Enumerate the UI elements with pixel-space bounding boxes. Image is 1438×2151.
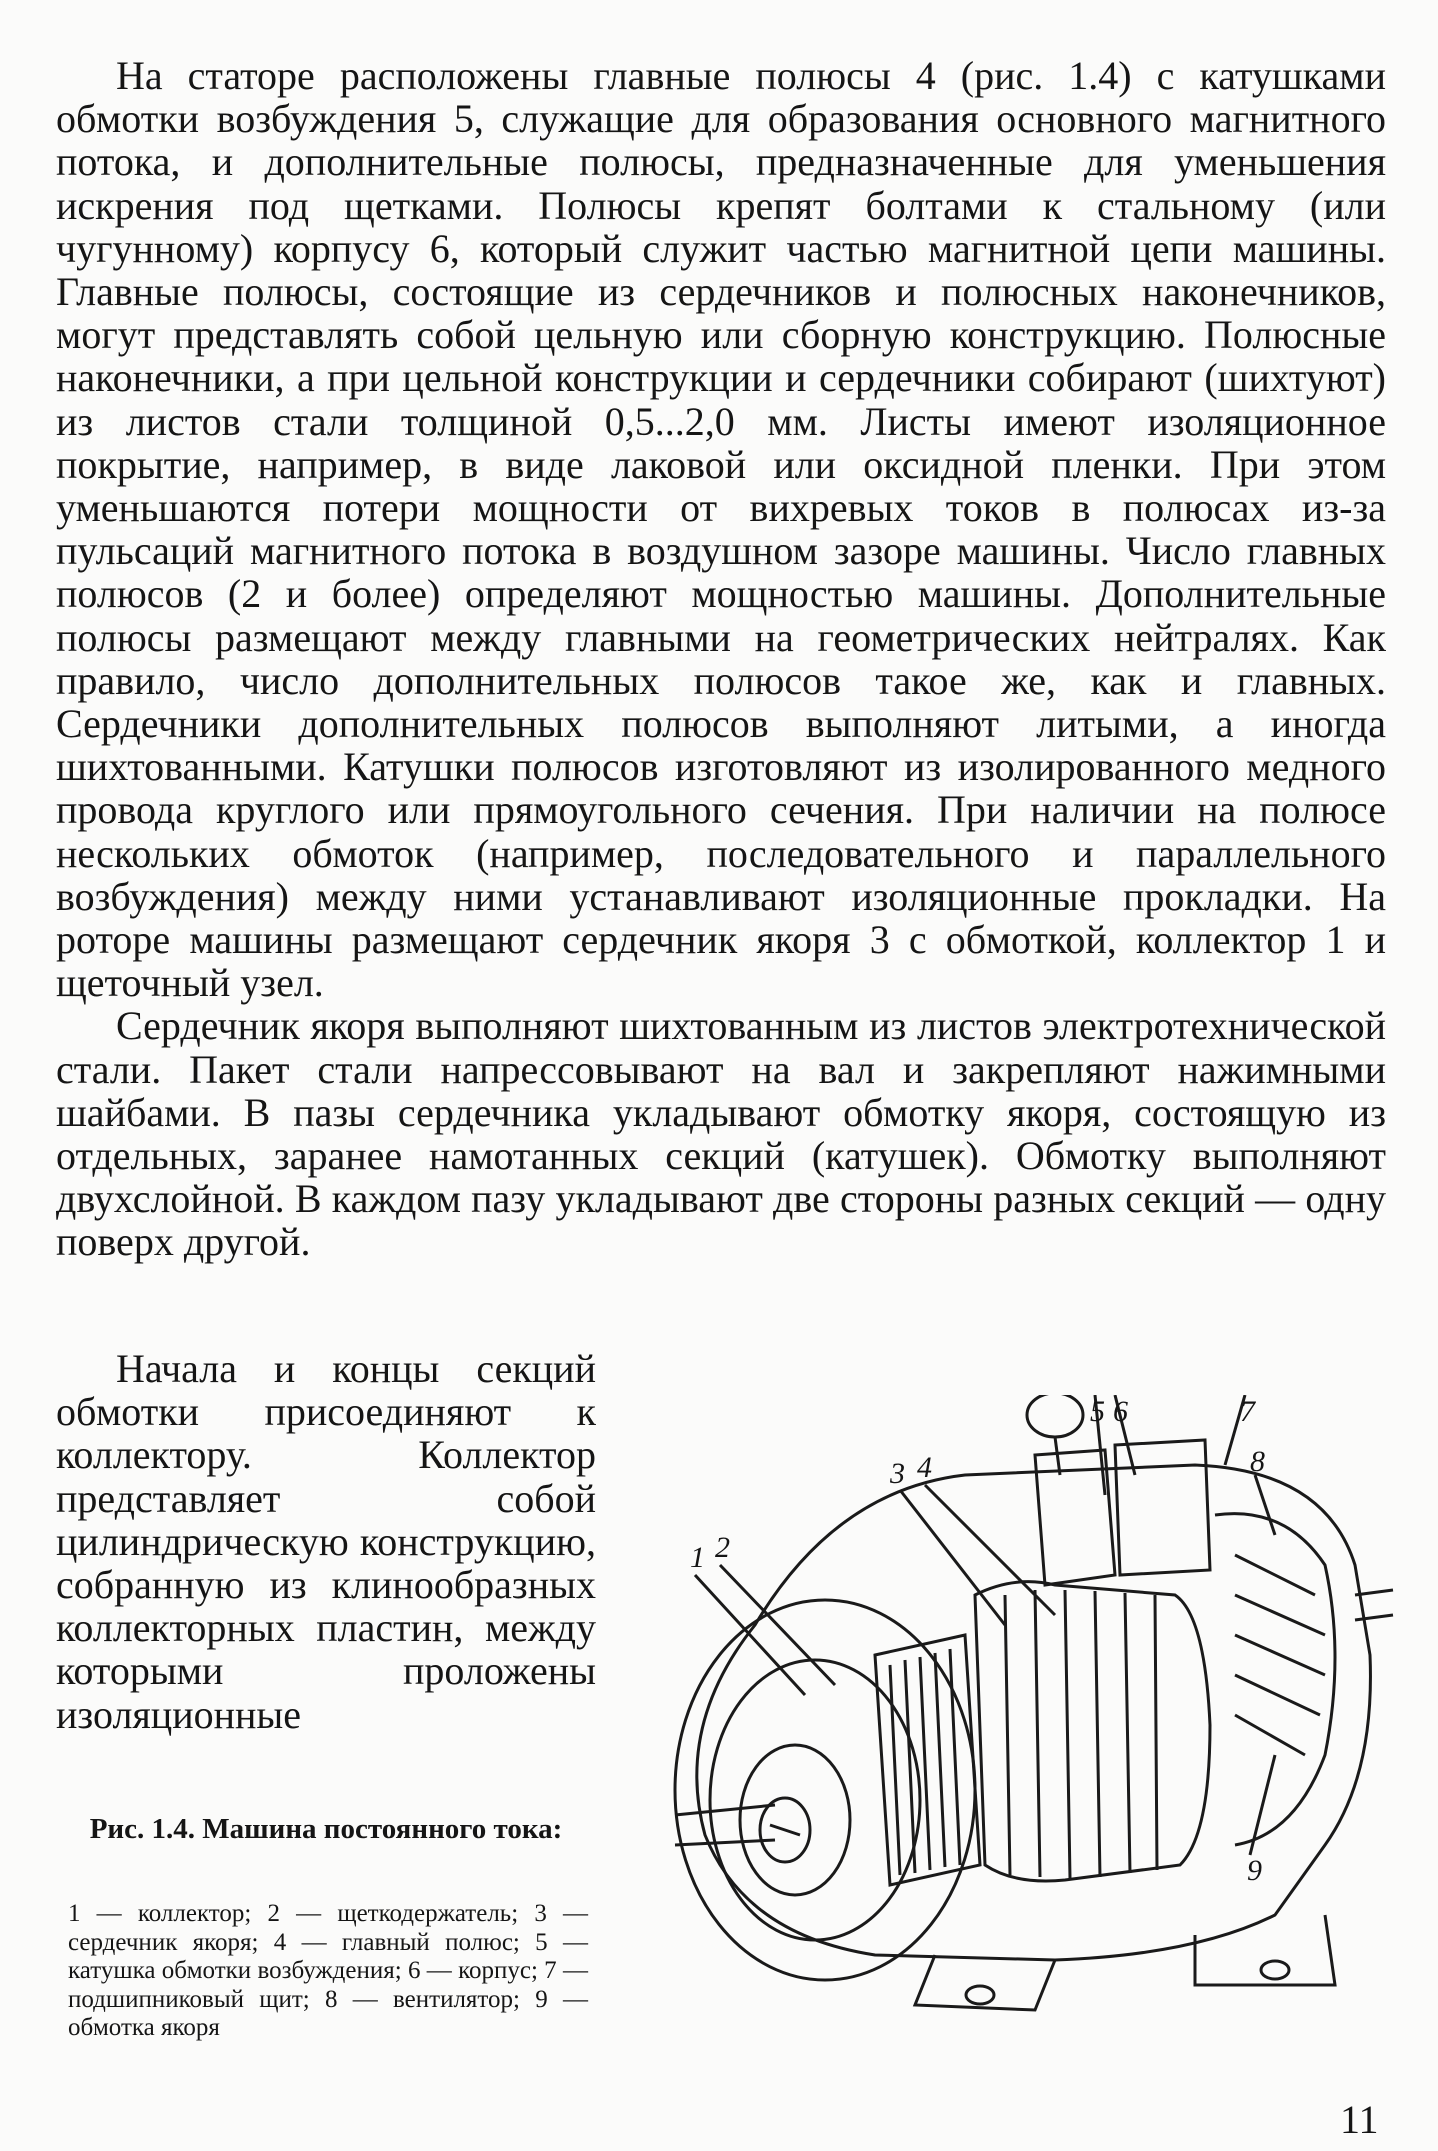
figure-caption-title: Рис. 1.4. Машина постоянного тока: (89, 1813, 563, 1845)
paragraph-commutator: Начала и концы секций обмотки присоединяют к коллектору. Коллектор представляет собой цилиндрическую конструкцию, собранную из клинообразных коллекторных пластин, между которыми проложены изоляционные (56, 1346, 596, 1737)
paragraph-armature-core: Сердечник якоря выполняют шихтованным из листов электротехнической стали. Пакет стали напрессовывают на вал и закрепляют нажимными шайбами. В пазы сердечника укладывают обмотку якоря, состоящую из отдельных, заранее намотанных секций (катушек). Обмотку выполняют двухслойной. В каждом пазу укладывают две стороны разных секций — одну поверх другой. (56, 1003, 1386, 1265)
callout-9: 9 (1247, 1854, 1262, 1887)
main-text (56, 54, 1386, 1264)
wrapped-text (56, 1347, 596, 1736)
callout-5: 5 (1090, 1395, 1105, 1428)
callout-7: 7 (1240, 1395, 1255, 1428)
callout-8: 8 (1250, 1445, 1265, 1478)
machine-drawing (675, 1395, 1393, 2010)
paragraph-stator: На статоре расположены главные полюсы 4 (рис. 1.4) с катушками обмотки возбуждения 5, служащие для образования основного магнитного потока, и дополнительные полюсы, предназначенные для уменьшения искрения под щетками. Полюсы крепят болтами к стальному (или чугунному) корпусу 6, который служит частью магнитной цепи машины. Главные полюсы, состоящие из сердечников и полюсных наконечников, могут представлять собой цельную или сборную конструкцию. Полюсные наконечники, а при цельной конструкции и сердечники собирают (шихтуют) из листов стали толщиной 0,5...2,0 мм. Листы имеют изоляционное покрытие, например, в виде лаковой или оксидной пленки. При этом уменьшаются потери мощности от вихревых токов в полюсах из-за пульсаций магнитного потока в воздушном зазоре машины. Число главных полюсов (2 и более) определяют мощностью машины. Дополнительные полюсы размещают между главными на геометрических нейтралях. Как правило, число дополнительных полюсов такое же, как и главных. Сердечники дополнительных полюсов выполняют литыми, а иногда шихтованными. Катушки полюсов изготовляют из изолированного медного провода круглого или прямоугольного сечения. При наличии на полюсе нескольких обмоток (например, последовательного и параллельного возбуждения) между ними устанавливают изоляционные прокладки. На роторе машины размещают сердечник якоря 3 с обмоткой, коллектор 1 и щеточный узел. (56, 53, 1386, 1006)
figure-caption-legend: 1 — коллектор; 2 — щеткодержатель; 3 — сердечник якоря; 4 — главный полюс; 5 — катушка обмотки возбуждения; 6 — корпус; 7 — подшипниковый щит; 8 — вентилятор; 9 — обмотка якоря (68, 1900, 588, 2041)
dc-machine-illustration (635, 1395, 1395, 2045)
dc-machine-figure (635, 1395, 1395, 2045)
callout-6: 6 (1113, 1395, 1128, 1428)
callout-2: 2 (715, 1531, 730, 1564)
callout-3: 3 (890, 1457, 905, 1490)
page-number: 11 (1340, 2097, 1379, 2142)
callout-1: 1 (690, 1541, 705, 1574)
callout-4: 4 (917, 1451, 932, 1484)
